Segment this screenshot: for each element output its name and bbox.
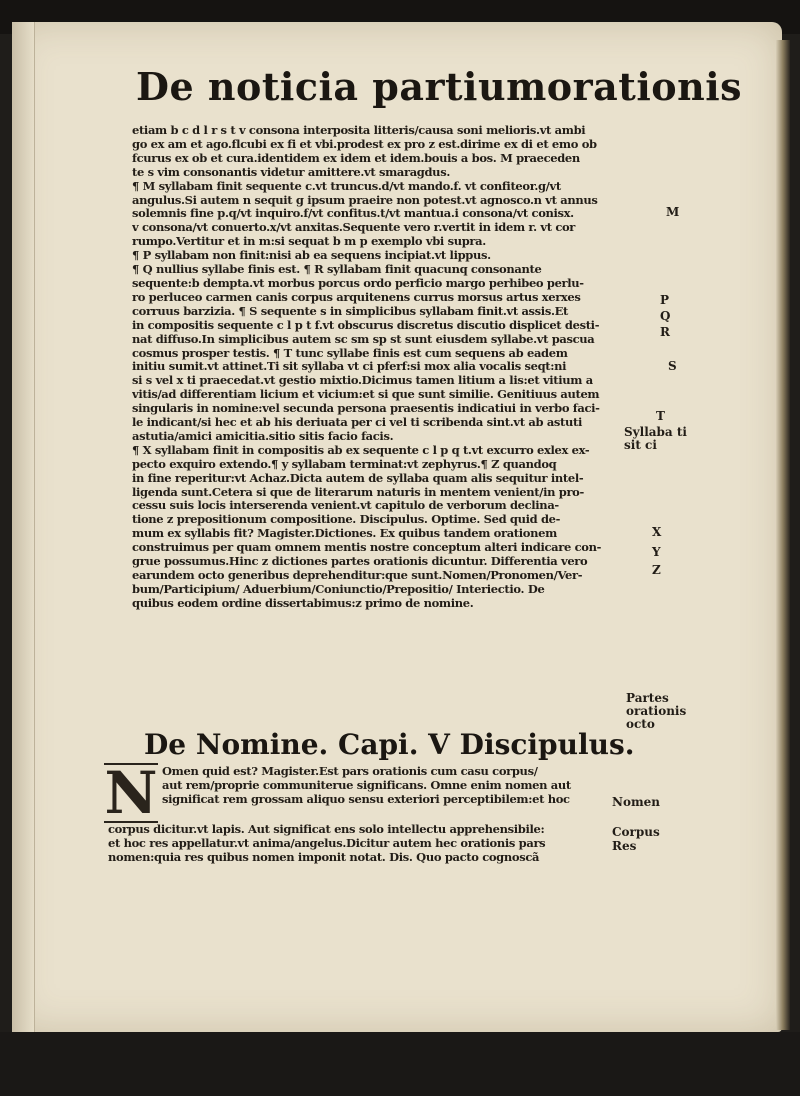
margin-note: M [666, 205, 680, 219]
text-line: etiam b c d l r s t v consona interposita litteris/causa soni melioris.vt ambi [132, 124, 586, 137]
text-line: sequente:b dempta.vt morbus porcus ordo perficio margo perhibeo perlu- [132, 276, 584, 290]
text-line: et hoc res appellatur.vt anima/angelus.Dicitur autem hec orationis pars [108, 836, 546, 851]
text-line: rumpo.Vertitur et in m:si sequat b m p exemplo vbi supra. [132, 235, 486, 249]
text-line: ro perluceo carmen canis corpus arquitenens currus morsus artus xerxes [132, 290, 581, 304]
text-line: vitis/ad differentiam licium et vicium:et si que sunt similie. Genitiuus autem [132, 388, 600, 402]
margin-note: Res [612, 839, 637, 853]
text-line: singularis in nomine:vel secunda persona praesentis indicatiui in verbo faci- [132, 402, 600, 416]
text-line: astutia/amici amicitia.sitio sitis facio facis. [132, 429, 394, 443]
margin-note: Y [652, 545, 661, 559]
text-line: significat rem grossam aliquo sensu exteriori perceptibilem:et hoc [162, 792, 570, 807]
margin-note: S [668, 359, 677, 373]
text-line: cosmus prosper testis. ¶ T tunc syllabe finis est cum sequens ab eadem [132, 346, 568, 360]
text-line: bum/Participium/ Aduerbium/Coniunctio/Prepositio/ Interiectio. De [132, 582, 545, 596]
text-line: ¶ P syllabam non finit:nisi ab ea sequens incipiat.vt lippus. [132, 249, 491, 263]
text-line: angulus.Si autem n sequit g ipsum praeire non potest.vt agnosco.n vt annus [132, 193, 598, 207]
text-line: si s vel x ti praecedat.vt gestio mixtio.Dicimus tamen litium a lis:et vitium a [132, 374, 593, 388]
text-line: nomen:quia res quibus nomen imponit notat. Dis. Quo pacto cognoscã [108, 850, 540, 865]
text-line: in compositis sequente c l p t f.vt obscurus discretus discutio displicet desti- [132, 318, 600, 332]
page-gutter [12, 22, 35, 1032]
margin-note: Nomen [612, 795, 661, 809]
text-line: ¶ M syllabam finit sequente c.vt truncus.d/vt mando.f. vt confiteor.g/vt [132, 179, 561, 193]
text-line: earundem octo generibus deprehenditur:que sunt.Nomen/Pronomen/Ver- [132, 569, 583, 582]
text-line: construimus per quam omnem mentis nostre conceptum alteri indicare con- [132, 541, 601, 555]
main-text [132, 124, 622, 611]
text-line: nat diffuso.In simplicibus autem sc sm sp st sunt eiusdem syllabe.vt pascua [132, 332, 595, 346]
margin-note: X [652, 525, 662, 539]
text-line: tione z prepositionum compositione. Discipulus. Optime. Sed quid de- [132, 513, 561, 527]
margin-note: R [660, 325, 670, 339]
text-line: cessu suis locis interserenda venient.vt capitulo de verborum declina- [132, 499, 559, 513]
text-line: fcurus ex ob et cura.identidem ex idem et idem.bouis a bos. M praeceden [132, 151, 580, 165]
margin-note: Partes orationis octo [626, 691, 687, 731]
margin-note: P [660, 293, 670, 307]
margin-note: Q [660, 309, 671, 323]
chapter-text-lead [162, 764, 622, 807]
text-line: aut rem/proprie communiterue significans. Omne enim nomen aut [162, 778, 571, 793]
text-line: corruus barzizia. ¶ S sequente s in simplicibus syllabam finit.vt assis.Et [132, 304, 568, 318]
text-line: Omen quid est? Magister.Est pars orationis cum casu corpus/ [162, 764, 538, 778]
text-line: solemnis fine p.q/vt inquiro.f/vt confitus.t/vt mantua.i consona/vt conisx. [132, 207, 574, 221]
margin-note: Z [652, 563, 661, 577]
chapter-text [108, 822, 624, 865]
text-line: le indicant/si hec et ab his deriuata per ci vel ti scribenda sint.vt ab astuti [132, 416, 582, 430]
margin-note: Corpus [612, 825, 660, 839]
text-line: quibus eodem ordine dissertabimus:z primo de nomine. [132, 596, 474, 610]
margin-note: T [656, 409, 665, 423]
page-edge [776, 40, 790, 1030]
margin-note: Syllaba ti sit ci [624, 425, 687, 452]
text-line: corpus dicitur.vt lapis. Aut significat ens solo intellectu apprehensibile: [108, 822, 545, 836]
scan-bottom-border [0, 1032, 800, 1096]
text-line: grue possumus.Hinc z dictiones partes orationis dicuntur. Differentia vero [132, 555, 588, 569]
text-line: ¶ Q nullius syllabe finis est. ¶ R syllabam finit quacunq consonante [132, 263, 542, 277]
text-line: initiu sumit.vt attinet.Ti sit syllaba vt ci pferf:si mox alia vocalis seqt:ni [132, 360, 567, 374]
text-line: go ex am et ago.flcubi ex fi et vbi.prodest ex pro z est.dirime ex di et emo ob [132, 137, 597, 151]
text-line: ¶ X syllabam finit in compositis ab ex sequente c l p q t.vt excurro exlex ex- [132, 443, 590, 457]
text-line: ligenda sunt.Cetera si que de literarum naturis in mentem venient/in pro- [132, 485, 584, 499]
text-line: te s vim consonantis videtur amittere.vt smaragdus. [132, 165, 450, 179]
text-line: v consona/vt conuerto.x/vt anxitas.Sequente vero r.vertit in idem r. vt cor [132, 221, 576, 235]
text-line: pecto exquiro extendo.¶ y syllabam terminat:vt zephyrus.¶ Z quandoq [132, 457, 557, 471]
page-title: De noticia partiumorationis [136, 64, 743, 109]
text-line: mum ex syllabis fit? Magister.Dictiones. Ex quibus tandem orationem [132, 527, 557, 541]
chapter-heading: De Nomine. Capi. V Discipulus. [144, 728, 635, 761]
drop-cap: N [104, 759, 158, 827]
text-line: in fine reperitur:vt Achaz.Dicta autem de syllaba quam alis sequitur intel- [132, 471, 584, 485]
